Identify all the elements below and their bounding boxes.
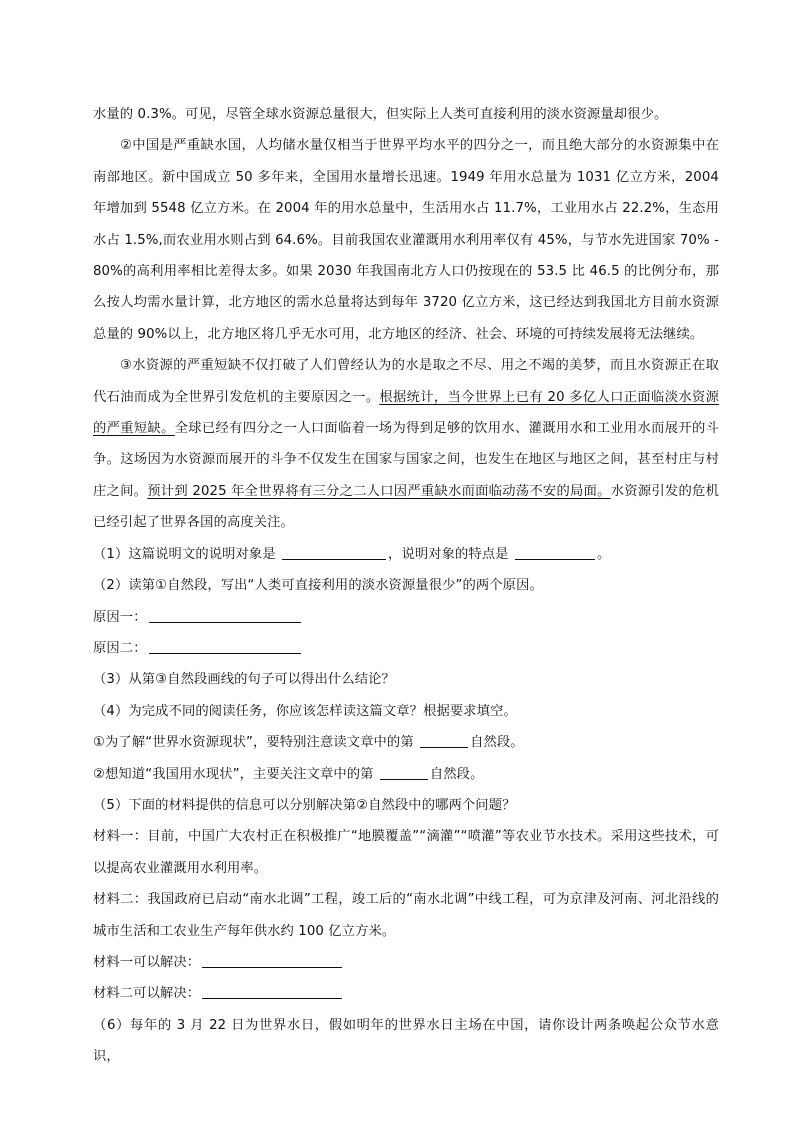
paragraph-3-text-b: 全球已经有四分之一人口面临着一场为得到足够的饮用水、灌溉用水和工业用水而展开的斗争。这场因为水资源而展开的斗争不仅发生在国家与国家之间，也发生在地区与地区之间，甚至村庄与村庄之间。 — [93, 421, 719, 499]
document-body — [93, 99, 719, 1073]
question-4-1-text-b: 自然段。 — [470, 735, 524, 751]
material-1: 材料一：目前，中国广大农村正在积极推广“地膜覆盖”“滴灌”“喷灌”等农业节水技术。采用这些技术，可以提高农业灌溉用水利用率。 — [93, 829, 719, 876]
reason-1-line — [93, 602, 719, 633]
question-4-1-text-a: ①为了解“世界水资源现状”，要特别注意读文章中的第 — [93, 735, 414, 751]
paragraph-3-text-c: 水资源引发的危机已经引起了世界各国的高度关注。 — [93, 483, 719, 531]
question-5: （5）下面的材料提供的信息可以分别解决第②自然段中的哪两个问题？ — [93, 797, 516, 813]
answer-blank-reason-2[interactable] — [149, 639, 301, 654]
reason-2-label: 原因二： — [93, 640, 147, 656]
reason-1-label: 原因一： — [93, 609, 147, 625]
material-2: 材料二：我国政府已启动“南水北调”工程，竣工后的“南水北调”中线工程，可为京津及河南、河北沿线的城市生活和工农业生产每年供水约 100 亿立方米。 — [93, 892, 719, 939]
question-4-2-text-a: ②想知道“我国用水现状”，主要关注文章中的第 — [93, 766, 374, 782]
answer-blank-material-1[interactable] — [202, 953, 342, 968]
question-4: （4）为完成不同的阅读任务，你应该怎样读这篇文章？根据要求填空。 — [93, 703, 517, 719]
material-1-solve-line — [93, 947, 719, 978]
question-4-2 — [93, 759, 719, 790]
underlined-sentence-1: 根据统计，当今世界上已有 20 多亿人口正面临淡水资源的严重短缺。 — [93, 389, 719, 437]
material-2-solve-line — [93, 978, 719, 1009]
question-1-text-a: （1）这篇说明文的说明对象是 — [93, 546, 276, 562]
paragraph-3-text-a: ③水资源的严重短缺不仅打破了人们曾经认为的水是取之不尽、用之不竭的美梦，而且水资源正在取代石油而成为全世界引发危机的主要原因之一。 — [93, 358, 719, 405]
paragraph-2: ②中国是严重缺水国，人均储水量仅相当于世界平均水平的四分之一，而且绝大部分的水资源集中在南部地区。新中国成立 50 多年来，全国用水量增长迅速。1949 年用水总量为 1031 亿立方米，2004 年增加到 5548 亿立方米。在 2004 年的用水总量中，生活用水占 11.7%，工业用水占 22.2%，生态用水占 1.5%,而农业用水则占到 64.6%。目前我国农业灌溉用水利用率仅有 45%，与节水先进国家 70% - 80%的高利用率相比差得太多。如果 2030 年我国南北方人口仍按现在的 53.5 比 46.5 的比例分布，那么按人均需水量计算，北方地区的需水总量将达到每年 3720 亿立方米，这已经达到我国北方目前水资源总量的 90%以上，北方地区将几乎无水可用，北方地区的经济、社会、环境的可持续发展将无法继续。 — [93, 138, 719, 342]
question-1-text-c: 。 — [596, 546, 611, 562]
answer-blank-reason-1[interactable] — [149, 608, 301, 623]
answer-blank-china-paragraph[interactable] — [380, 765, 428, 780]
question-3: （3）从第③自然段画线的句子可以得出什么结论？ — [93, 672, 395, 688]
reason-2-line — [93, 633, 719, 664]
question-6: （6）每年的 3 月 22 日为世界水日，假如明年的世界水日主场在中国，请你设计两条唤起公众节水意识， — [93, 1017, 719, 1065]
material-2-solve-label: 材料二可以解决： — [93, 986, 201, 1002]
answer-blank-feature[interactable] — [515, 545, 595, 560]
underlined-sentence-2: 预计到 2025 年全世界将有三分之二人口因严重缺水而面临动荡不安的局面。 — [147, 483, 611, 499]
answer-blank-world-paragraph[interactable] — [420, 733, 468, 748]
question-2: （2）读第①自然段，写出“人类可直接利用的淡水资源量很少”的两个原因。 — [93, 578, 543, 594]
material-1-solve-label: 材料一可以解决： — [93, 954, 201, 970]
question-1-text-b: ，说明对象的特点是 — [388, 546, 509, 562]
question-1 — [93, 539, 719, 570]
answer-blank-material-2[interactable] — [202, 984, 342, 999]
paragraph-1-end: 水量的 0.3%。可见，尽管全球水资源总量很大，但实际上人类可直接利用的淡水资源量却很少。 — [93, 107, 668, 122]
answer-blank-object[interactable] — [282, 545, 386, 560]
paragraph-3 — [93, 350, 719, 538]
question-4-2-text-b: 自然段。 — [429, 766, 484, 782]
question-4-1 — [93, 727, 719, 758]
